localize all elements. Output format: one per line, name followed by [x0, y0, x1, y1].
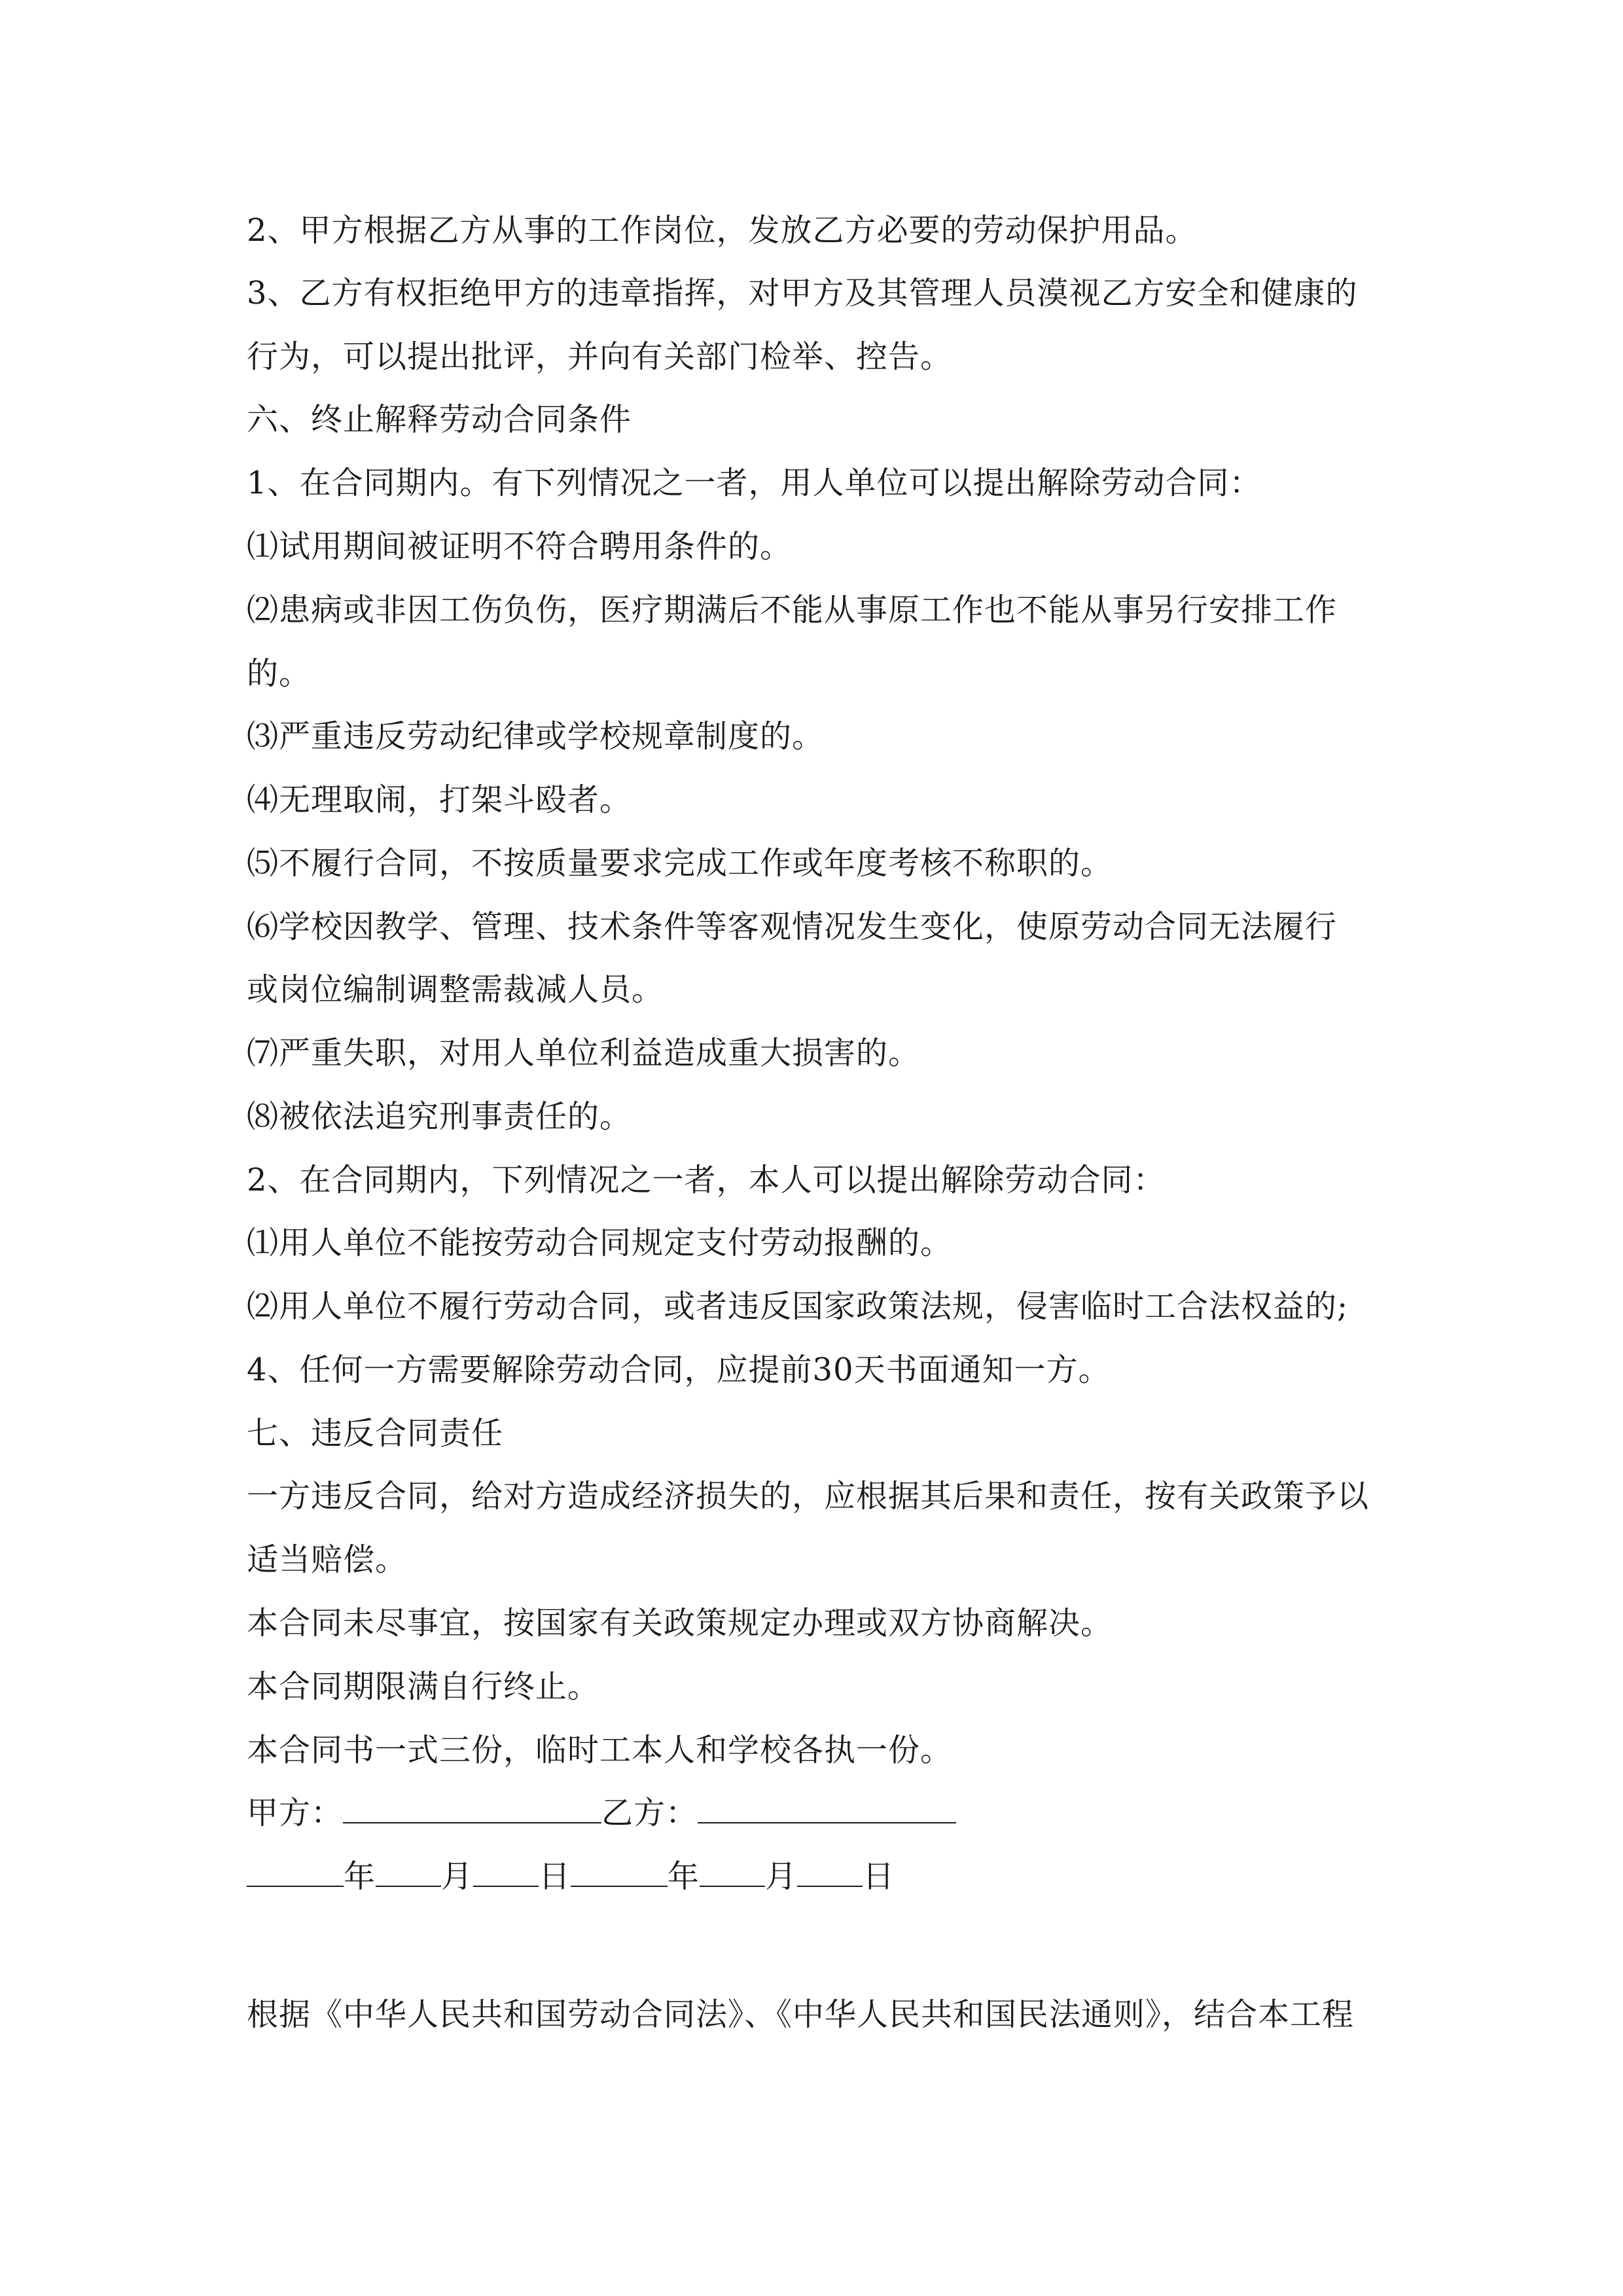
- day-label: 日: [863, 1858, 895, 1895]
- party-a-blank: [343, 1796, 601, 1823]
- year-label: 年: [668, 1858, 700, 1895]
- list-item-continued: 或岗位编制调整需裁减人员。: [247, 971, 664, 1008]
- list-item: ⑵用人单位不履行劳动合同，或者违反国家政策法规，侵害临时工合法权益的;: [247, 1288, 1349, 1325]
- year-blank: [247, 1859, 344, 1887]
- date-line: [247, 1857, 895, 1896]
- party-b-blank: [698, 1796, 956, 1823]
- text-line: 2、在合同期内，下列情况之一者，本人可以提出解除劳动合同：: [247, 1162, 1166, 1198]
- year-blank: [571, 1859, 668, 1887]
- section-heading: 六、终止解释劳动合同条件: [247, 401, 632, 438]
- month-label: 月: [765, 1858, 798, 1895]
- text-line: 本合同未尽事宜，按国家有关政策规定办理或双方协商解决。: [247, 1605, 1113, 1641]
- text-line: 本合同期限满自行终止。: [247, 1668, 600, 1705]
- text-line: 本合同书一式三份，临时工本人和学校各执一份。: [247, 1732, 953, 1768]
- month-blank: [376, 1859, 441, 1887]
- text-line: 行为，可以提出批评，并向有关部门检举、控告。: [247, 338, 953, 375]
- day-blank: [797, 1859, 863, 1887]
- day-blank: [473, 1859, 539, 1887]
- year-label: 年: [344, 1858, 376, 1895]
- party-b-label: 乙方：: [601, 1795, 698, 1831]
- text-line: 1、在合同期内。有下列情况之一者，用人单位可以提出解除劳动合同：: [247, 465, 1262, 501]
- list-item: ⑴用人单位不能按劳动合同规定支付劳动报酬的。: [247, 1225, 953, 1261]
- list-item: ⑷无理取闹，打架斗殴者。: [247, 781, 632, 818]
- section-heading: 七、违反合同责任: [247, 1415, 504, 1452]
- list-item: ⑴试用期间被证明不符合聘用条件的。: [247, 528, 793, 565]
- text-line: 3、乙方有权拒绝甲方的违章指挥，对甲方及其管理人员漠视乙方安全和健康的: [247, 275, 1358, 312]
- list-item: ⑹学校因教学、管理、技术条件等客观情况发生变化，使原劳动合同无法履行: [247, 908, 1338, 945]
- signature-line: [247, 1793, 956, 1833]
- list-item: ⑵患病或非因工伤负伤，医疗期满后不能从事原工作也不能从事另行安排工作: [247, 592, 1338, 628]
- text-line: 一方违反合同，给对方造成经济损失的，应根据其后果和责任，按有关政策予以: [247, 1478, 1370, 1515]
- text-line-continued: 适当赔偿。: [247, 1541, 408, 1578]
- closing-paragraph: 根据《中华人民共和国劳动合同法》、《中华人民共和国民法通则》，结合本工程: [247, 1996, 1355, 2033]
- day-label: 日: [539, 1858, 571, 1895]
- list-item: ⑺严重失职，对用人单位利益造成重大损害的。: [247, 1035, 921, 1071]
- text-line: 2、甲方根据乙方从事的工作岗位，发放乙方必要的劳动保护用品。: [247, 212, 1198, 249]
- list-item-continued: 的。: [247, 655, 312, 692]
- list-item: ⑻被依法追究刑事责任的。: [247, 1098, 632, 1135]
- month-label: 月: [441, 1858, 474, 1895]
- list-item: ⑸不履行合同，不按质量要求完成工作或年度考核不称职的。: [247, 845, 1113, 882]
- list-item: ⑶严重违反劳动纪律或学校规章制度的。: [247, 718, 825, 755]
- party-a-label: 甲方：: [247, 1795, 344, 1831]
- text-line: 4、任何一方需要解除劳动合同，应提前30天书面通知一方。: [247, 1352, 1111, 1388]
- month-blank: [700, 1859, 765, 1887]
